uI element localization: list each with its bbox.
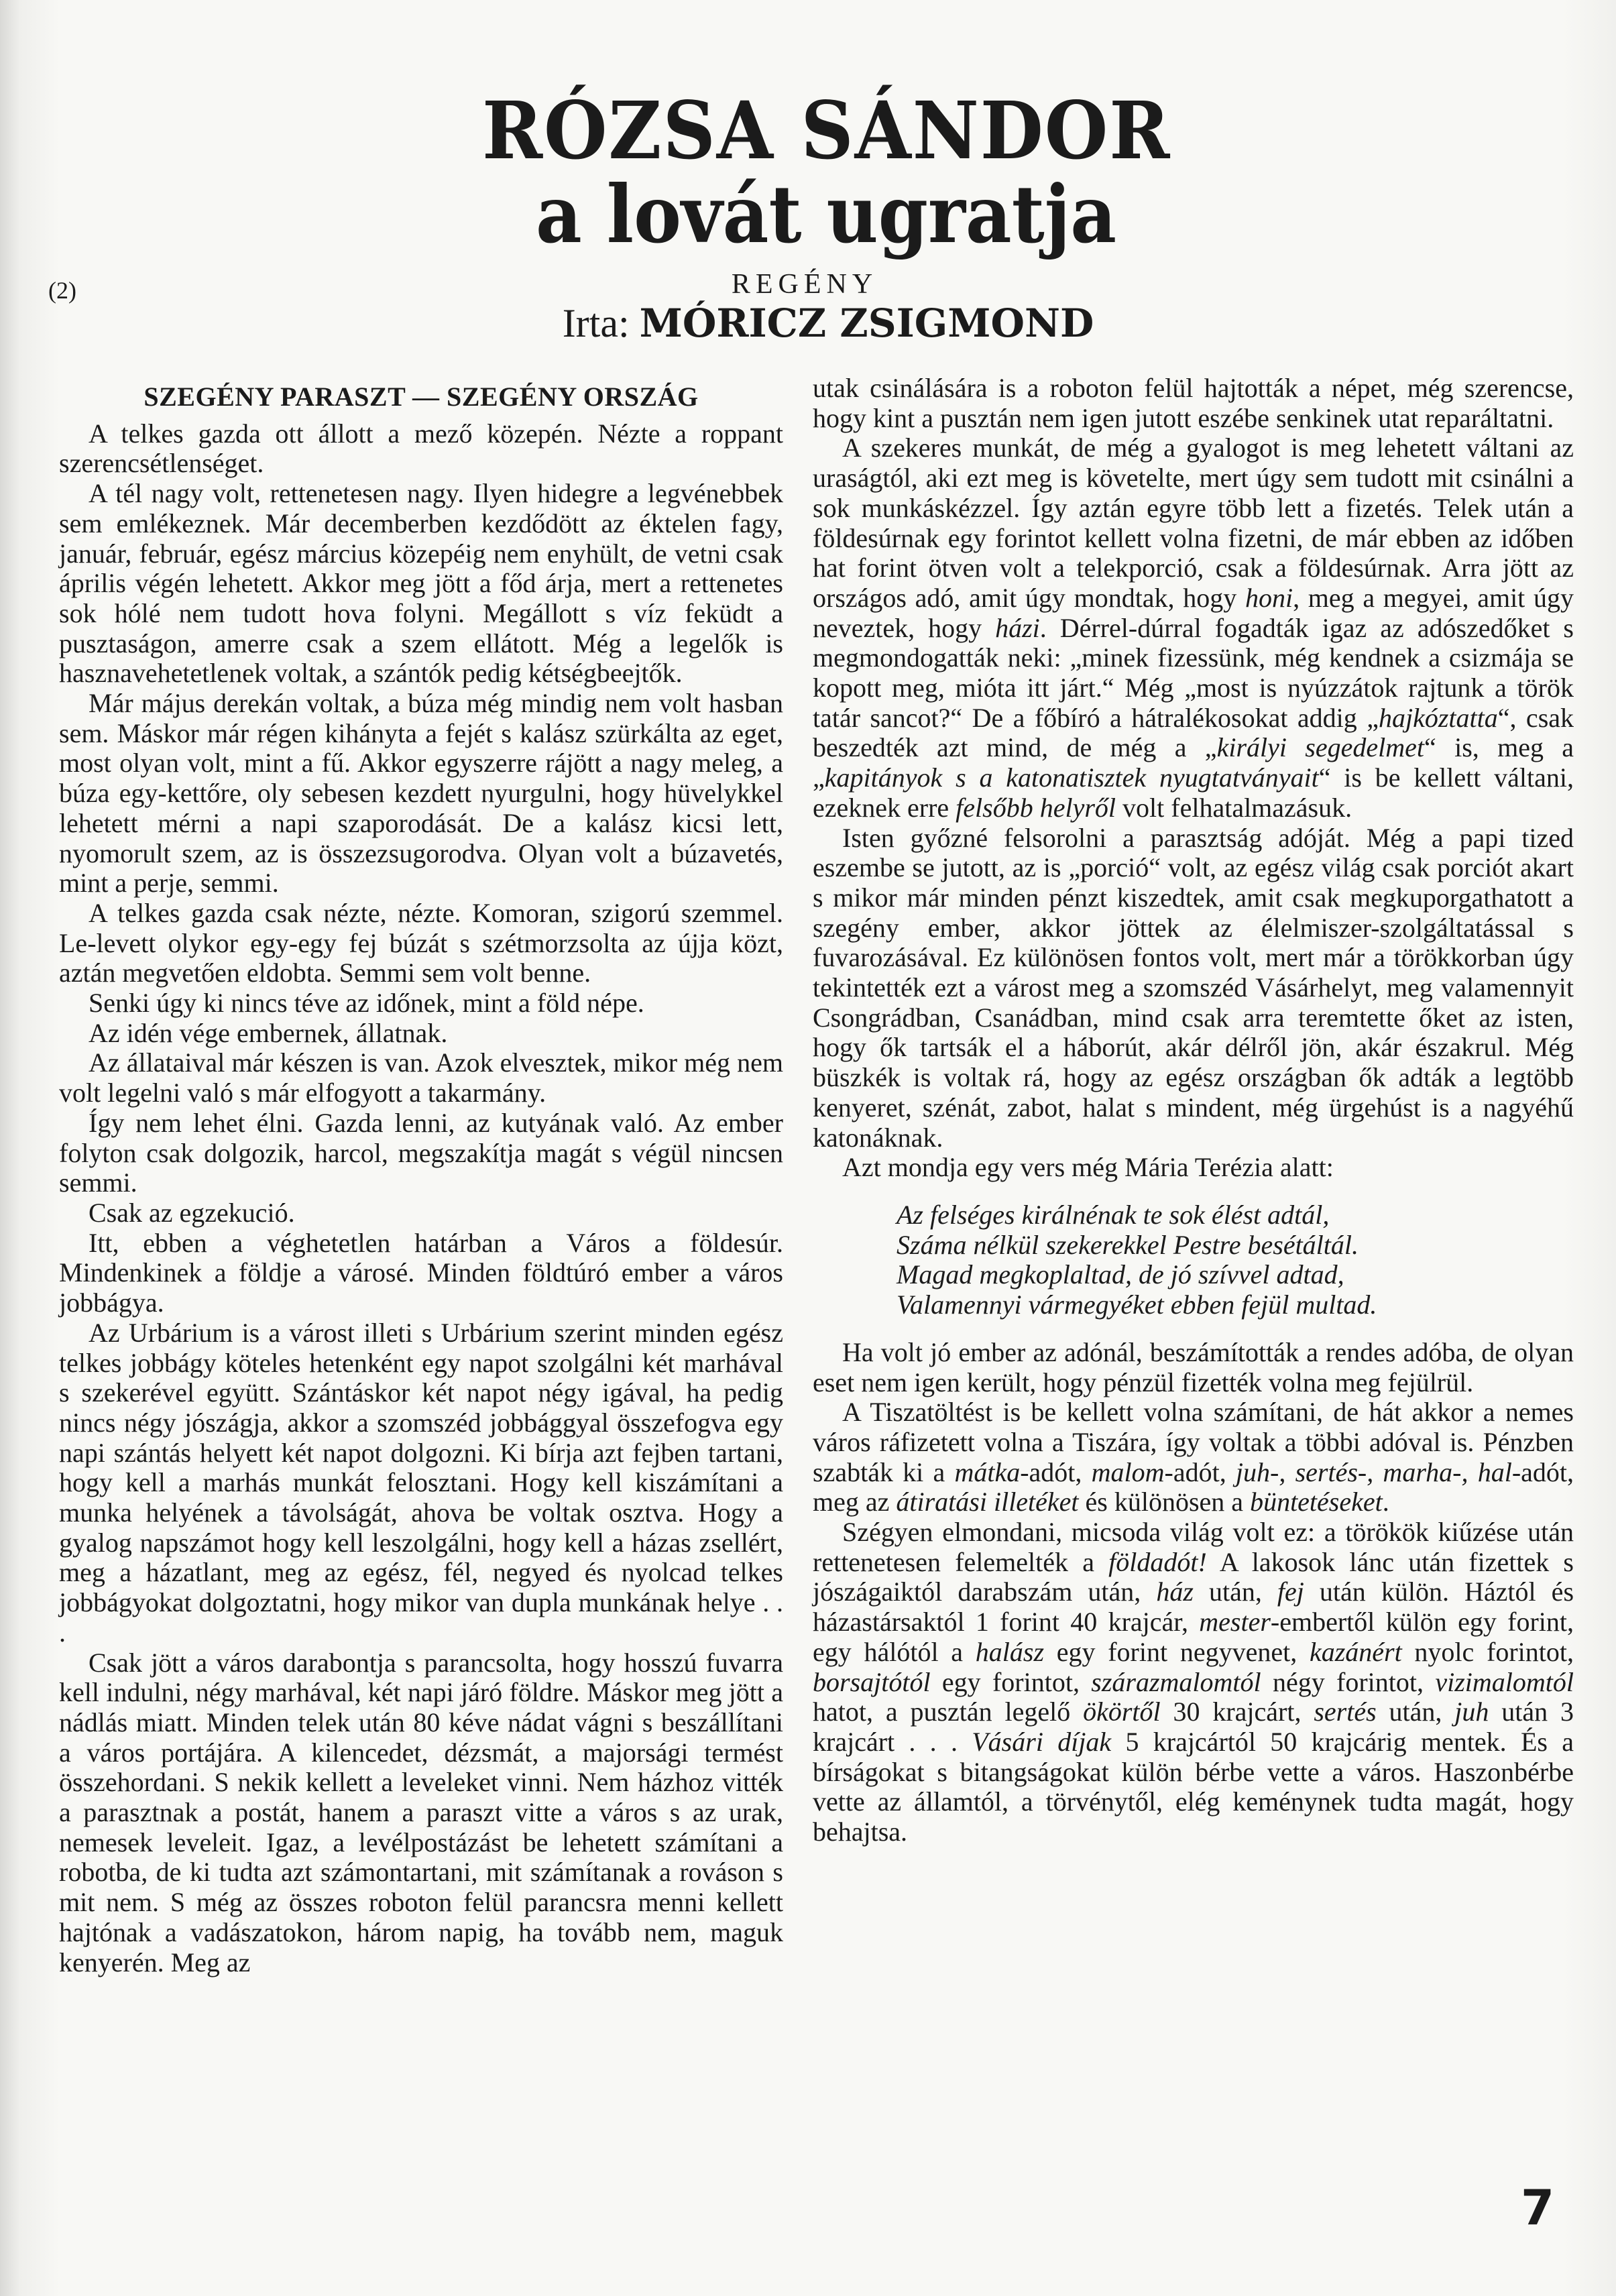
text-run: Csak jött a város darabontja s parancsolta, hogy hosszú fuvarra kell indulni, négy marhával, két napi járó földre. Máskor meg jött a nádlás miatt. Minden telek után 80 kéve nádat vágni s beszállítani a város portájára. A kilencedet, dézsmát, a majorsági termést összehordani. S nekik kellett a leveleket vinni. Nem házhoz vitték a parasztnak a postát, hanem a paraszt vitte a város s az urak, nemesek leveleit. Igaz, a levélpostázást be lehetett számítani a robotba, de ki tudta azt számontartani, mit számítanak a rováson s mit nem. S még az összes roboton felül parancsra menni kellett hajtónak a vadászatokon, három napig, ha tovább nem, maguk kenyerén. Meg az (59, 1647, 783, 1977)
text-run: után, (1376, 1697, 1455, 1727)
text-run: után külön. Háztól és házastársaktól 1 forint 40 krajcár, (813, 1576, 1574, 1638)
paragraph (59, 988, 783, 1019)
right-paragraphs-after-poem (813, 1338, 1574, 1847)
author-name: MÓRICZ ZSIGMOND (639, 300, 1094, 346)
italic-text: házi (995, 612, 1040, 643)
paragraph (59, 1019, 783, 1049)
text-run: Senki úgy ki nincs téve az időnek, mint a föld népe. (89, 988, 644, 1019)
text-run: “, csak beszedték azt mind, de még a „ (813, 702, 1574, 763)
title-line-2: a lovát ugratja (535, 168, 1117, 261)
text-run: . Dérrel-dúrral fogadták igaz az adószedőket s megmondogatták neki: „minek fizessünk, még kendnek a csizmája se kopott meg, mióta itt járt.“ Még „most is nyúzzátok rajtunk a török tatár sancot?“ De a főbíró a hátralékosokat addig „ (813, 612, 1574, 733)
text-run: “ is, meg a „ (813, 732, 1574, 793)
paragraph (59, 899, 783, 988)
italic-text: szárazmalomtól (1091, 1666, 1261, 1697)
text-run: nyolc forintot, (1401, 1636, 1574, 1667)
paragraph (813, 433, 1574, 823)
text-run: . (1382, 1487, 1389, 1517)
text-run: A tél nagy volt, rettenetesen nagy. Ilyen hidegre a legvénebbek sem emlékeznek. Már decemberben kezdődött az éktelen fagy, január, február, egész március közepéig nem enyhült, de vetni csak április végén lehetett. Akkor meg jött a főd árja, mert a rettenetes sok hólé nem tudott hova folyni. Megállott s víz feküdt a pusztaságon, amerre csak a szem ellátott. Még a legelők is hasznavehetetlenek voltak, a szántók pedig kétségbeejtők. (59, 478, 783, 689)
paragraph (59, 1198, 783, 1228)
italic-text: borsajtótól (813, 1666, 931, 1697)
italic-text: büntetéseket (1250, 1487, 1383, 1517)
text-run: A lakosok lánc után fizettek s jószágaiktól darabszám után, (813, 1546, 1574, 1607)
text-run: Csak az egzekució. (89, 1197, 295, 1228)
text-run: hatot, a pusztán legelő (813, 1697, 1084, 1727)
text-run: négy forintot, (1261, 1666, 1436, 1697)
genre-label: REGÉNY (731, 269, 878, 300)
text-run: A Tiszatöltést is be kellett volna számítani, de hát akkor a nemes város ráfizetett volna a Tiszára, így voltak a többi adóval is. Pénzben szabták ki a (813, 1397, 1574, 1487)
section-heading: SZEGÉNY PARASZT — SZEGÉNY ORSZÁG (143, 382, 699, 412)
italic-text: honi (1245, 582, 1293, 613)
left-paragraphs (59, 419, 783, 1978)
italic-text: halász (975, 1636, 1045, 1667)
text-run: “ is be kellett váltani, ezeknek erre (813, 762, 1574, 823)
paragraph (813, 1397, 1574, 1517)
poem-line: Magad megkoplaltad, de jó szívvel adtad, (897, 1259, 1344, 1290)
text-run: után 3 krajcárt . . . (813, 1697, 1574, 1757)
poem-line: Száma nélkül szekerekkel Pestre besétáltál. (897, 1229, 1359, 1260)
paragraph (59, 1108, 783, 1198)
italic-text: sertés (1314, 1697, 1377, 1727)
paragraph (59, 1648, 783, 1978)
page-number: 7 (1521, 2179, 1555, 2236)
paragraph (59, 419, 783, 479)
italic-text: fej (1277, 1576, 1304, 1607)
paragraph (813, 1517, 1574, 1847)
text-run: Isten győzné felsorolni a parasztság adóját. Még a papi tized eszembe se jutott, az is „porció“ volt, az egész világ csak porciót akart s mikor már minden pénzt kiszedtek, amit csak megkuporgathatott a szegény ember, akkor jöttek az élelmiszer-szolgáltatással s fuvarozásával. Ez különösen fontos volt, mert már a törökkorban úgy tekintették ezt a várost meg a szomszéd Vásárhelyt, meg valamennyit Csongrádban, Csanádban, mind csak arra teremtette őket az isten, hogy ők tartsák el a háborút, akár délről jön, akár északrul. Még büszkék is voltak rá, hogy az egész országban ők adták a legtöbb kenyeret, szénát, zabot, halat s mindent, még ürgehúst is a nagyéhű katonáknak. (813, 822, 1574, 1153)
italic-text: juh-, sertés-, marha-, hal (1235, 1456, 1512, 1487)
text-run: A szekeres munkát, de még a gyalogot is meg lehetett váltani az uraságtól, aki ezt meg is követelte, mert úgy sem tudott mit csinálni a sok munkáskézzel. Így aztán egyre több lett a fizetés. Telek után a földesúrnak egy forintot kellett volna fizetni, de már ebben az időben hat forint ötven volt a telekporció, csak a földesúrnak. Arra jött az országos adó, amit úgy mondtak, hogy (813, 433, 1574, 613)
author-line (0, 300, 1616, 347)
italic-text: földadót! (1108, 1546, 1207, 1577)
text-run: Már május derekán voltak, a búza még mindig nem volt hasban sem. Máskor már régen kihányta a fejét s kalász szürkálta az eget, most olyan volt, mint a fű. Akkor egyszerre rájött a nagy meleg, a búza egy-kettőre, oly sebesen kezdett nyurgulni, hogy hüvelykkel lehetett mérni a napi szaporodását. De a kalász kicsi lett, nyomorult szem, az is összezsugorodva. Olyan volt a búzavetés, mint a perje, semmi. (59, 688, 783, 899)
text-run: volt felhatalmazásuk. (1116, 792, 1352, 823)
paragraph (59, 1048, 783, 1108)
text-run: egy forint negyvenet, (1044, 1636, 1310, 1667)
italic-text: mátka (954, 1456, 1021, 1487)
italic-text: mester (1199, 1607, 1271, 1638)
italic-text: ökörtől (1083, 1697, 1161, 1727)
italic-text: kazánért (1309, 1636, 1402, 1667)
paragraph (813, 1338, 1574, 1397)
right-column (813, 374, 1574, 1847)
paragraph (59, 479, 783, 689)
text-run: -adót, meg az (813, 1456, 1574, 1517)
text-run: Azt mondja egy vers még Mária Terézia alatt: (842, 1152, 1334, 1183)
text-run: Az Urbárium is a várost illeti s Urbárium szerint minden egész telkes jobbágy köteles hetenként egy napot szolgálni két marhával s szekerével együtt. Szántáskor két napot négy igával, ha pedig nincs négy jószágja, akkor a szomszéd jobbággyal összefogva egy napi szántás helyett két napot dolgozni. Ki bírja azt fejben tartani, hogy kell a marhás munkát felosztani. Hogy kell kiszámítani a munka helyének a távolságát, ahova be voltak osztva. Hogy a gyalog napszámot hogy kell leszolgálni, hogy kell a házas zsellért, meg a házatlant, meg az egész, fél, negyed és nyolcad telkes jobbágyokat dolgoztatni, hogy mikor van dupla munkának helye . . . (59, 1317, 783, 1648)
text-run: Így nem lehet élni. Gazda lenni, az kutyának való. Az ember folyton csak dolgozik, harcol, megszakítja magát s végül nincsen semmi. (59, 1107, 783, 1198)
italic-text: Vásári díjak (972, 1726, 1112, 1757)
paragraph (813, 823, 1574, 1153)
poem-line: Valamennyi vármegyéket ebben fejül multad. (897, 1289, 1377, 1320)
text-run: 30 krajcárt, (1160, 1697, 1314, 1727)
author-prefix: Irta: (562, 301, 630, 345)
text-run: -embertől külön egy forint, egy hálótól a (813, 1607, 1574, 1667)
paragraph (59, 1318, 783, 1648)
text-run: -adót, (1164, 1456, 1236, 1487)
italic-text: vizimalomtól (1435, 1666, 1574, 1697)
italic-text: felsőbb helyről (956, 792, 1116, 823)
italic-text: hajkóztatta (1378, 702, 1498, 733)
italic-text: királyi segedelmet (1216, 732, 1425, 763)
text-run: A telkes gazda csak nézte, nézte. Komoran, szigorú szemmel. Le-levett olykor egy-egy fej búzát s szétmorzsolta az újja közt, aztán megvetően eldobta. Semmi sem volt benne. (59, 897, 783, 988)
text-run: Szégyen elmondani, micsoda világ volt ez: a törökök kiűzése után rettenetesen felemelték a (813, 1517, 1574, 1577)
text-run: után, (1193, 1576, 1277, 1607)
italic-text: malom (1091, 1456, 1165, 1487)
italic-text: kapitányok s a katonatisztek nyugtatványait (824, 762, 1319, 793)
left-column (59, 382, 783, 1977)
italic-text: átiratási illetéket (896, 1487, 1079, 1517)
italic-text: ház (1156, 1576, 1194, 1607)
paragraph (59, 689, 783, 899)
text-run: Ha volt jó ember az adónál, beszámították a rendes adóba, de olyan eset nem igen került, hogy pénzül fizették volna meg fejülrül. (813, 1336, 1574, 1397)
paragraph (813, 1153, 1574, 1183)
text-run: -adót, (1020, 1456, 1092, 1487)
poem (897, 1200, 1574, 1320)
paragraph (59, 1228, 783, 1318)
text-run: 5 krajcártól 50 krajcárig mentek. És a bírságokat s bitangságokat külön bérbe vette a város. Haszonbérbe vette az államtól, a törvénytől, elég keménynek tudta magát, hogy behajtsa. (813, 1726, 1574, 1847)
text-run: , meg a megyei, amit úgy neveztek, hogy (813, 582, 1574, 643)
text-run: utak csinálására is a roboton felül hajtották a népet, még szerencse, hogy kint a pusztán nem igen jutott eszébe senkinek utat reparáltatni. (813, 373, 1574, 433)
italic-text: juh (1454, 1697, 1489, 1727)
text-run: Az idén vége embernek, állatnak. (89, 1017, 448, 1048)
part-number: (2) (48, 277, 76, 304)
text-run: és különösen a (1078, 1487, 1251, 1517)
text-run: Az állataival már készen is van. Azok elvesztek, mikor még nem volt legelni való s már elfogyott a takarmány. (59, 1047, 783, 1108)
text-run: Itt, ebben a véghetetlen határban a Város a földesúr. Mindenkinek a földje a városé. Minden földtúró ember a város jobbágya. (59, 1227, 783, 1318)
paragraph (813, 374, 1574, 433)
poem-line: Az felséges királnénak te sok élést adtál, (897, 1199, 1330, 1230)
right-paragraphs-before-poem (813, 374, 1574, 1183)
text-run: A telkes gazda ott állott a mező közepén. Nézte a roppant szerencsétlenséget. (59, 418, 783, 479)
title-line-1: RÓZSA SÁNDOR (481, 84, 1171, 177)
text-run: egy forintot, (930, 1666, 1092, 1697)
